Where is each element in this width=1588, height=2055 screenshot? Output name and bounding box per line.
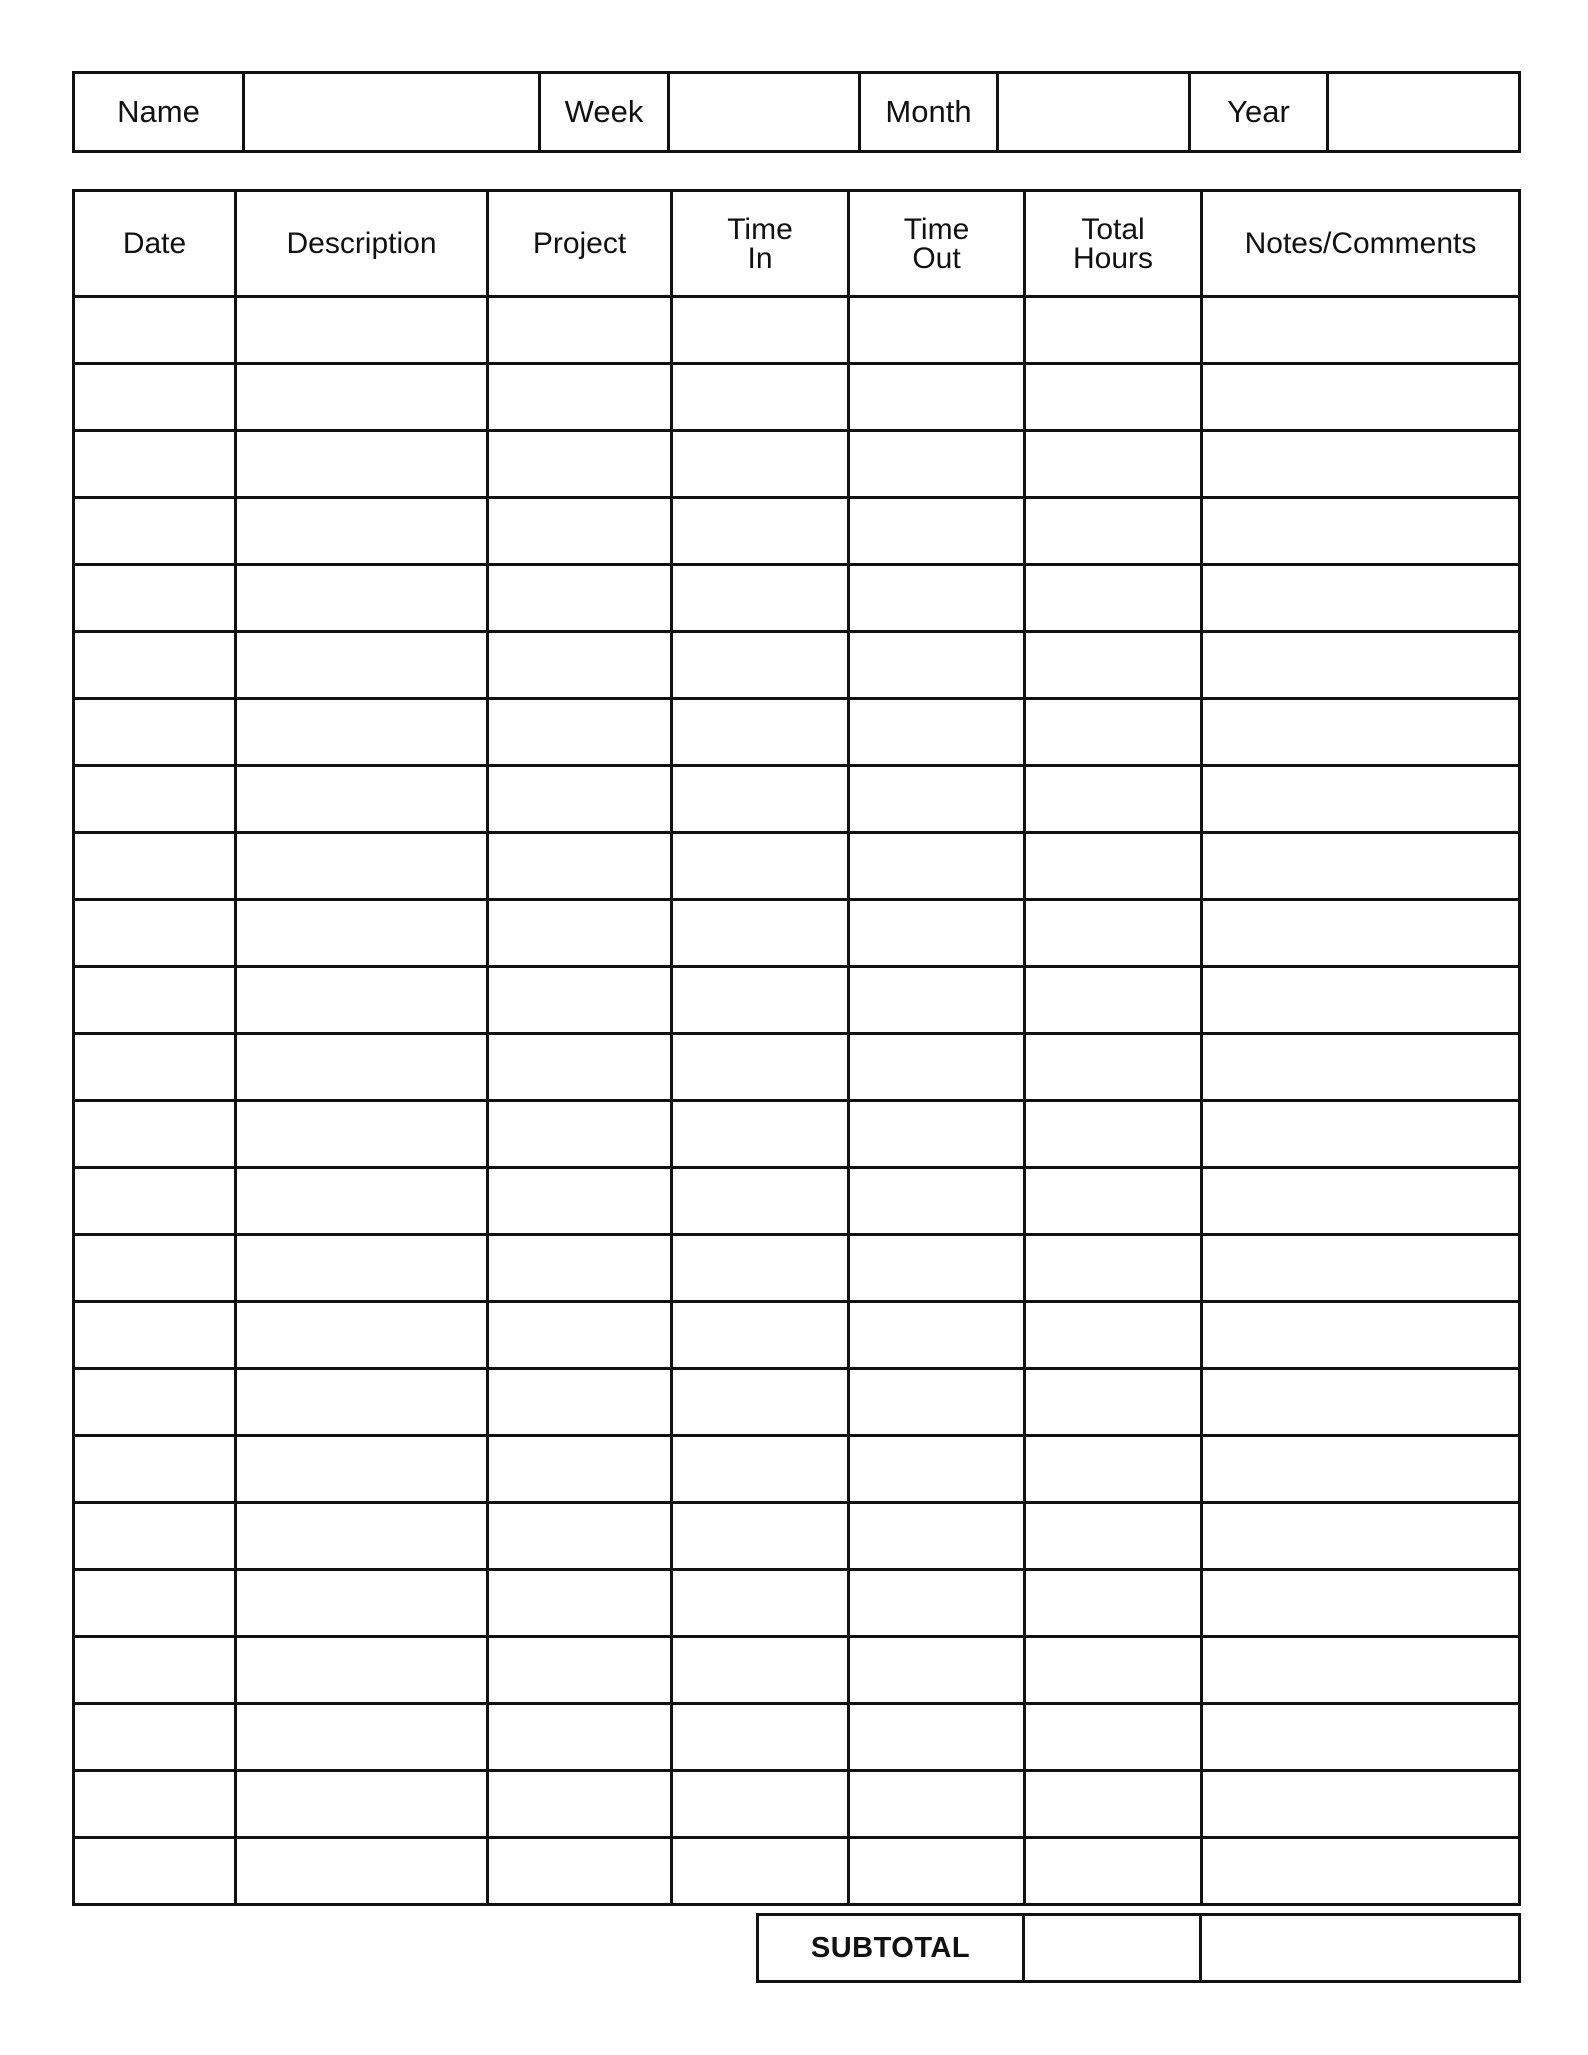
- date-cell[interactable]: [74, 1436, 236, 1503]
- notes-cell[interactable]: [1202, 1503, 1520, 1570]
- project-cell[interactable]: [488, 297, 672, 364]
- time-in-cell[interactable]: [672, 498, 849, 565]
- notes-cell[interactable]: [1202, 1637, 1520, 1704]
- notes-cell[interactable]: [1202, 1235, 1520, 1302]
- description-cell[interactable]: [236, 364, 488, 431]
- time-out-cell[interactable]: [849, 766, 1025, 833]
- subtotal-hours-field[interactable]: [1024, 1915, 1201, 1982]
- time-in-cell[interactable]: [672, 1436, 849, 1503]
- table-row: [74, 431, 1520, 498]
- notes-cell[interactable]: [1202, 1436, 1520, 1503]
- time-in-cell[interactable]: [672, 699, 849, 766]
- header-time-out-line2: Out: [912, 241, 961, 275]
- notes-cell[interactable]: [1202, 1034, 1520, 1101]
- notes-cell[interactable]: [1202, 1570, 1520, 1637]
- total-hours-cell[interactable]: [1025, 297, 1202, 364]
- time-out-cell[interactable]: [849, 364, 1025, 431]
- table-row: [74, 1235, 1520, 1302]
- project-cell[interactable]: [488, 967, 672, 1034]
- table-row: [74, 297, 1520, 364]
- time-out-cell[interactable]: [849, 1302, 1025, 1369]
- total-hours-cell[interactable]: [1025, 1503, 1202, 1570]
- description-cell[interactable]: [236, 632, 488, 699]
- header-date: Date: [74, 191, 236, 297]
- subtotal-notes-field[interactable]: [1201, 1915, 1520, 1982]
- date-cell[interactable]: [74, 1235, 236, 1302]
- project-cell[interactable]: [488, 364, 672, 431]
- total-hours-cell[interactable]: [1025, 900, 1202, 967]
- project-cell[interactable]: [488, 1436, 672, 1503]
- time-in-cell[interactable]: [672, 297, 849, 364]
- total-hours-cell[interactable]: [1025, 632, 1202, 699]
- table-row: [74, 833, 1520, 900]
- table-row: [74, 1838, 1520, 1905]
- name-field[interactable]: [244, 73, 540, 152]
- header-time-out-line1: Time: [903, 212, 970, 246]
- date-cell[interactable]: [74, 364, 236, 431]
- time-out-cell[interactable]: [849, 1838, 1025, 1905]
- total-hours-cell[interactable]: [1025, 1302, 1202, 1369]
- date-cell[interactable]: [74, 1503, 236, 1570]
- year-field[interactable]: [1328, 73, 1520, 152]
- table-row: [74, 1771, 1520, 1838]
- notes-cell[interactable]: [1202, 1838, 1520, 1905]
- info-header: [72, 71, 1521, 153]
- time-out-cell[interactable]: [849, 1704, 1025, 1771]
- project-cell[interactable]: [488, 1101, 672, 1168]
- time-out-cell[interactable]: [849, 565, 1025, 632]
- project-cell[interactable]: [488, 1235, 672, 1302]
- description-cell[interactable]: [236, 699, 488, 766]
- notes-cell[interactable]: [1202, 364, 1520, 431]
- total-hours-cell[interactable]: [1025, 1101, 1202, 1168]
- description-cell[interactable]: [236, 1771, 488, 1838]
- notes-cell[interactable]: [1202, 1704, 1520, 1771]
- project-cell[interactable]: [488, 1637, 672, 1704]
- header-description: Description: [236, 191, 488, 297]
- date-cell[interactable]: [74, 297, 236, 364]
- notes-cell[interactable]: [1202, 431, 1520, 498]
- table-row: [74, 364, 1520, 431]
- project-cell[interactable]: [488, 1838, 672, 1905]
- project-cell[interactable]: [488, 900, 672, 967]
- time-in-cell[interactable]: [672, 1503, 849, 1570]
- table-row: [74, 1637, 1520, 1704]
- total-hours-cell[interactable]: [1025, 1838, 1202, 1905]
- subtotal-row: [756, 1913, 1521, 1983]
- project-cell[interactable]: [488, 498, 672, 565]
- description-cell[interactable]: [236, 431, 488, 498]
- total-hours-cell[interactable]: [1025, 833, 1202, 900]
- date-cell[interactable]: [74, 1302, 236, 1369]
- time-in-cell[interactable]: [672, 364, 849, 431]
- project-cell[interactable]: [488, 431, 672, 498]
- time-out-cell[interactable]: [849, 1570, 1025, 1637]
- time-out-cell[interactable]: [849, 1034, 1025, 1101]
- year-label: Year: [1190, 73, 1328, 152]
- date-cell[interactable]: [74, 1637, 236, 1704]
- date-cell[interactable]: [74, 900, 236, 967]
- date-cell[interactable]: [74, 833, 236, 900]
- week-label: Week: [540, 73, 669, 152]
- table-row: [74, 1436, 1520, 1503]
- total-hours-cell[interactable]: [1025, 1235, 1202, 1302]
- total-hours-cell[interactable]: [1025, 1771, 1202, 1838]
- time-in-cell[interactable]: [672, 833, 849, 900]
- time-in-cell[interactable]: [672, 1302, 849, 1369]
- date-cell[interactable]: [74, 1369, 236, 1436]
- project-cell[interactable]: [488, 766, 672, 833]
- date-cell[interactable]: [74, 766, 236, 833]
- table-row: [74, 498, 1520, 565]
- project-cell[interactable]: [488, 1771, 672, 1838]
- project-cell[interactable]: [488, 1168, 672, 1235]
- table-row: [74, 1034, 1520, 1101]
- time-out-cell[interactable]: [849, 1369, 1025, 1436]
- description-cell[interactable]: [236, 1503, 488, 1570]
- month-field[interactable]: [998, 73, 1190, 152]
- date-cell[interactable]: [74, 498, 236, 565]
- project-cell[interactable]: [488, 1034, 672, 1101]
- header-time-in-line2: In: [747, 241, 773, 275]
- header-time-out: [849, 191, 1025, 297]
- notes-cell[interactable]: [1202, 967, 1520, 1034]
- time-in-cell[interactable]: [672, 431, 849, 498]
- project-cell[interactable]: [488, 1369, 672, 1436]
- time-in-cell[interactable]: [672, 1235, 849, 1302]
- total-hours-cell[interactable]: [1025, 1034, 1202, 1101]
- time-in-cell[interactable]: [672, 1369, 849, 1436]
- header-total-hours-line2: Hours: [1072, 241, 1154, 275]
- date-cell[interactable]: [74, 967, 236, 1034]
- total-hours-cell[interactable]: [1025, 766, 1202, 833]
- time-in-cell[interactable]: [672, 1704, 849, 1771]
- time-out-cell[interactable]: [849, 632, 1025, 699]
- notes-cell[interactable]: [1202, 699, 1520, 766]
- description-cell[interactable]: [236, 1235, 488, 1302]
- time-out-cell[interactable]: [849, 1168, 1025, 1235]
- description-cell[interactable]: [236, 1101, 488, 1168]
- notes-cell[interactable]: [1202, 297, 1520, 364]
- time-out-cell[interactable]: [849, 699, 1025, 766]
- notes-cell[interactable]: [1202, 1369, 1520, 1436]
- subtotal-label: SUBTOTAL: [758, 1915, 1024, 1982]
- table-row: [74, 1168, 1520, 1235]
- description-cell[interactable]: [236, 1302, 488, 1369]
- total-hours-cell[interactable]: [1025, 565, 1202, 632]
- date-cell[interactable]: [74, 632, 236, 699]
- total-hours-cell[interactable]: [1025, 699, 1202, 766]
- description-cell[interactable]: [236, 766, 488, 833]
- time-out-cell[interactable]: [849, 1101, 1025, 1168]
- description-cell[interactable]: [236, 1637, 488, 1704]
- time-in-cell[interactable]: [672, 1771, 849, 1838]
- name-label: Name: [74, 73, 244, 152]
- table-row: [74, 1704, 1520, 1771]
- table-row: [74, 967, 1520, 1034]
- total-hours-cell[interactable]: [1025, 1436, 1202, 1503]
- total-hours-cell[interactable]: [1025, 967, 1202, 1034]
- description-cell[interactable]: [236, 1369, 488, 1436]
- date-cell[interactable]: [74, 1168, 236, 1235]
- date-cell[interactable]: [74, 431, 236, 498]
- description-cell[interactable]: [236, 1704, 488, 1771]
- header-notes: Notes/Comments: [1202, 191, 1520, 297]
- table-row: [74, 766, 1520, 833]
- date-cell[interactable]: [74, 1570, 236, 1637]
- table-row: [74, 699, 1520, 766]
- date-cell[interactable]: [74, 1838, 236, 1905]
- notes-cell[interactable]: [1202, 498, 1520, 565]
- time-in-cell[interactable]: [672, 1101, 849, 1168]
- time-in-cell[interactable]: [672, 1034, 849, 1101]
- project-cell[interactable]: [488, 1704, 672, 1771]
- date-cell[interactable]: [74, 1034, 236, 1101]
- time-in-cell[interactable]: [672, 1168, 849, 1235]
- description-cell[interactable]: [236, 498, 488, 565]
- header-time-in: [672, 191, 849, 297]
- notes-cell[interactable]: [1202, 1168, 1520, 1235]
- description-cell[interactable]: [236, 833, 488, 900]
- notes-cell[interactable]: [1202, 565, 1520, 632]
- table-row: [74, 1570, 1520, 1637]
- time-out-cell[interactable]: [849, 1235, 1025, 1302]
- time-out-cell[interactable]: [849, 1503, 1025, 1570]
- total-hours-cell[interactable]: [1025, 1168, 1202, 1235]
- time-out-cell[interactable]: [849, 1637, 1025, 1704]
- time-out-cell[interactable]: [849, 1771, 1025, 1838]
- time-out-cell[interactable]: [849, 1436, 1025, 1503]
- time-in-cell[interactable]: [672, 967, 849, 1034]
- time-in-cell[interactable]: [672, 1570, 849, 1637]
- time-out-cell[interactable]: [849, 498, 1025, 565]
- description-cell[interactable]: [236, 297, 488, 364]
- description-cell[interactable]: [236, 565, 488, 632]
- total-hours-cell[interactable]: [1025, 498, 1202, 565]
- time-in-cell[interactable]: [672, 766, 849, 833]
- table-row: [74, 1302, 1520, 1369]
- header-total-hours-line1: Total: [1081, 212, 1145, 246]
- time-in-cell[interactable]: [672, 900, 849, 967]
- total-hours-cell[interactable]: [1025, 1704, 1202, 1771]
- time-out-cell[interactable]: [849, 297, 1025, 364]
- time-out-cell[interactable]: [849, 967, 1025, 1034]
- total-hours-cell[interactable]: [1025, 431, 1202, 498]
- date-cell[interactable]: [74, 1704, 236, 1771]
- description-cell[interactable]: [236, 1168, 488, 1235]
- timesheet-body: [74, 297, 1520, 1905]
- description-cell[interactable]: [236, 1838, 488, 1905]
- project-cell[interactable]: [488, 1570, 672, 1637]
- date-cell[interactable]: [74, 699, 236, 766]
- date-cell[interactable]: [74, 1101, 236, 1168]
- project-cell[interactable]: [488, 1302, 672, 1369]
- project-cell[interactable]: [488, 1503, 672, 1570]
- time-in-cell[interactable]: [672, 1637, 849, 1704]
- time-in-cell[interactable]: [672, 565, 849, 632]
- notes-cell[interactable]: [1202, 1302, 1520, 1369]
- table-row: [74, 565, 1520, 632]
- notes-cell[interactable]: [1202, 833, 1520, 900]
- header-time-in-line1: Time: [727, 212, 793, 246]
- month-label: Month: [860, 73, 998, 152]
- total-hours-cell[interactable]: [1025, 1637, 1202, 1704]
- notes-cell[interactable]: [1202, 1771, 1520, 1838]
- date-cell[interactable]: [74, 1771, 236, 1838]
- notes-cell[interactable]: [1202, 1101, 1520, 1168]
- description-cell[interactable]: [236, 967, 488, 1034]
- notes-cell[interactable]: [1202, 766, 1520, 833]
- project-cell[interactable]: [488, 632, 672, 699]
- project-cell[interactable]: [488, 833, 672, 900]
- header-row: [74, 191, 1520, 297]
- total-hours-cell[interactable]: [1025, 1369, 1202, 1436]
- table-row: [74, 1503, 1520, 1570]
- timesheet-table: [72, 189, 1521, 1906]
- time-in-cell[interactable]: [672, 1838, 849, 1905]
- description-cell[interactable]: [236, 1034, 488, 1101]
- description-cell[interactable]: [236, 1570, 488, 1637]
- time-out-cell[interactable]: [849, 900, 1025, 967]
- header-project: Project: [488, 191, 672, 297]
- table-row: [74, 632, 1520, 699]
- project-cell[interactable]: [488, 699, 672, 766]
- table-row: [74, 1369, 1520, 1436]
- table-row: [74, 900, 1520, 967]
- header-total-hours: [1025, 191, 1202, 297]
- notes-cell[interactable]: [1202, 900, 1520, 967]
- time-out-cell[interactable]: [849, 833, 1025, 900]
- table-row: [74, 1101, 1520, 1168]
- description-cell[interactable]: [236, 1436, 488, 1503]
- total-hours-cell[interactable]: [1025, 1570, 1202, 1637]
- project-cell[interactable]: [488, 565, 672, 632]
- description-cell[interactable]: [236, 900, 488, 967]
- date-cell[interactable]: [74, 565, 236, 632]
- time-in-cell[interactable]: [672, 632, 849, 699]
- total-hours-cell[interactable]: [1025, 364, 1202, 431]
- week-field[interactable]: [669, 73, 860, 152]
- notes-cell[interactable]: [1202, 632, 1520, 699]
- time-out-cell[interactable]: [849, 431, 1025, 498]
